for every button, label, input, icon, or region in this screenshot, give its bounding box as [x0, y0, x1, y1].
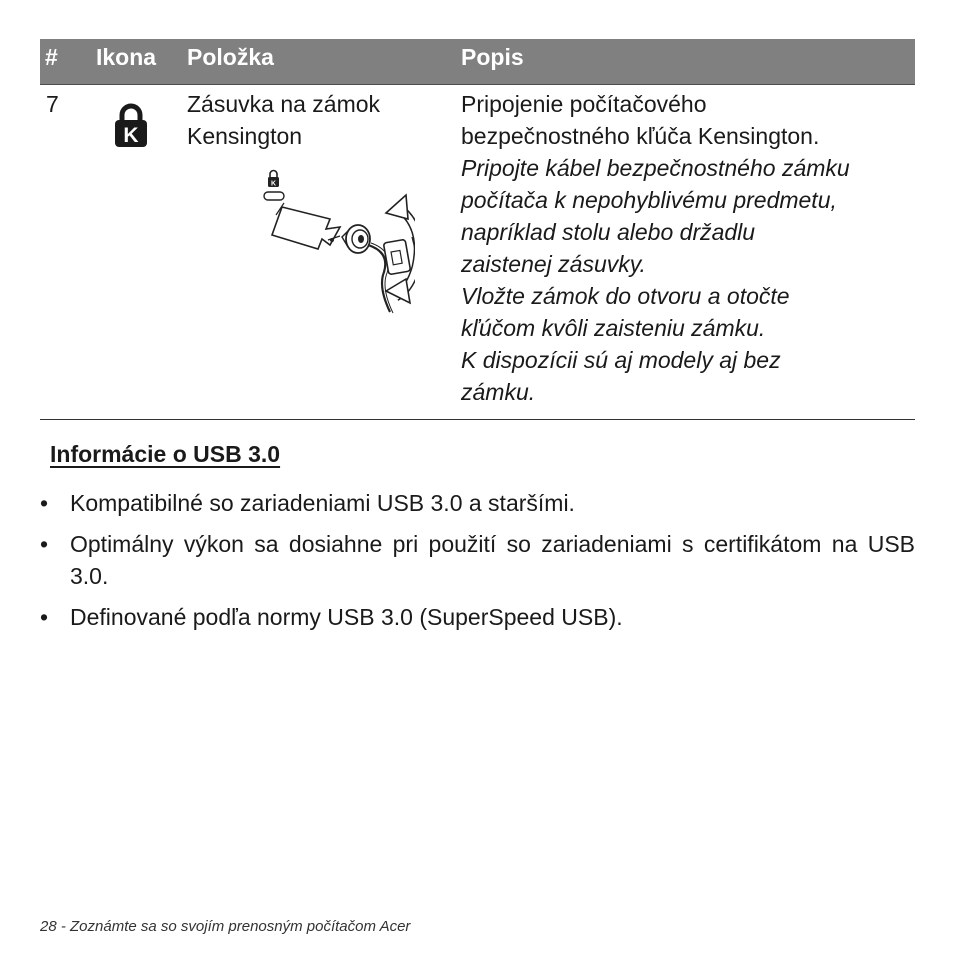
bullet-list	[40, 487, 915, 633]
desc-italic-line: Pripojte kábel bezpečnostného zámku	[461, 155, 850, 181]
desc-italic-line: Vložte zámok do otvoru a otočte	[461, 283, 790, 309]
list-item-text: Kompatibilné so zariadeniami USB 3.0 a staršími.	[70, 490, 575, 516]
desc-italic-line: zaistenej zásuvky.	[461, 251, 646, 277]
page-footer: 28 - Zoznámte sa so svojím prenosným počítačom Acer	[40, 918, 411, 935]
header-item: Položka	[187, 44, 274, 70]
list-item	[40, 487, 915, 519]
list-item	[40, 601, 915, 633]
spec-table	[40, 39, 915, 420]
desc-italic-line: zámku.	[461, 379, 536, 405]
desc-italic-line: K dispozícii sú aj modely aj bez	[461, 347, 781, 373]
icon-letter: K	[123, 124, 139, 147]
row-number: 7	[46, 91, 59, 117]
row-item	[187, 88, 380, 152]
row-description	[461, 88, 850, 408]
kensington-lock-illustration	[220, 167, 415, 317]
section-heading: Informácie o USB 3.0	[50, 441, 281, 467]
bullet-dot: •	[40, 604, 49, 630]
illus-letter: K	[270, 180, 277, 188]
list-item-text: Definované podľa normy USB 3.0 (SuperSpeed USB).	[70, 604, 623, 630]
table-header	[40, 39, 915, 85]
header-icon: Ikona	[96, 44, 157, 70]
desc-line: bezpečnostného kľúča Kensington.	[461, 123, 820, 149]
kensington-lock-icon	[114, 102, 148, 148]
item-line: Zásuvka na zámok	[187, 91, 381, 117]
desc-italic-line: počítača k nepohyblivému predmetu,	[461, 187, 837, 213]
item-line: Kensington	[187, 123, 303, 149]
desc-italic-line: kľúčom kvôli zaisteniu zámku.	[461, 315, 766, 341]
bullet-dot: •	[40, 490, 49, 516]
header-description: Popis	[461, 44, 524, 70]
header-number: #	[45, 44, 58, 70]
bullet-dot: •	[40, 531, 49, 557]
table-row	[40, 85, 915, 420]
list-item	[40, 528, 915, 592]
desc-italic-line: napríklad stolu alebo držadlu	[461, 219, 756, 245]
desc-line: Pripojenie počítačového	[461, 91, 707, 117]
list-item-text: Optimálny výkon sa dosiahne pri použití so zariadeniami s certifikátom na USB 3.0.	[70, 531, 915, 589]
